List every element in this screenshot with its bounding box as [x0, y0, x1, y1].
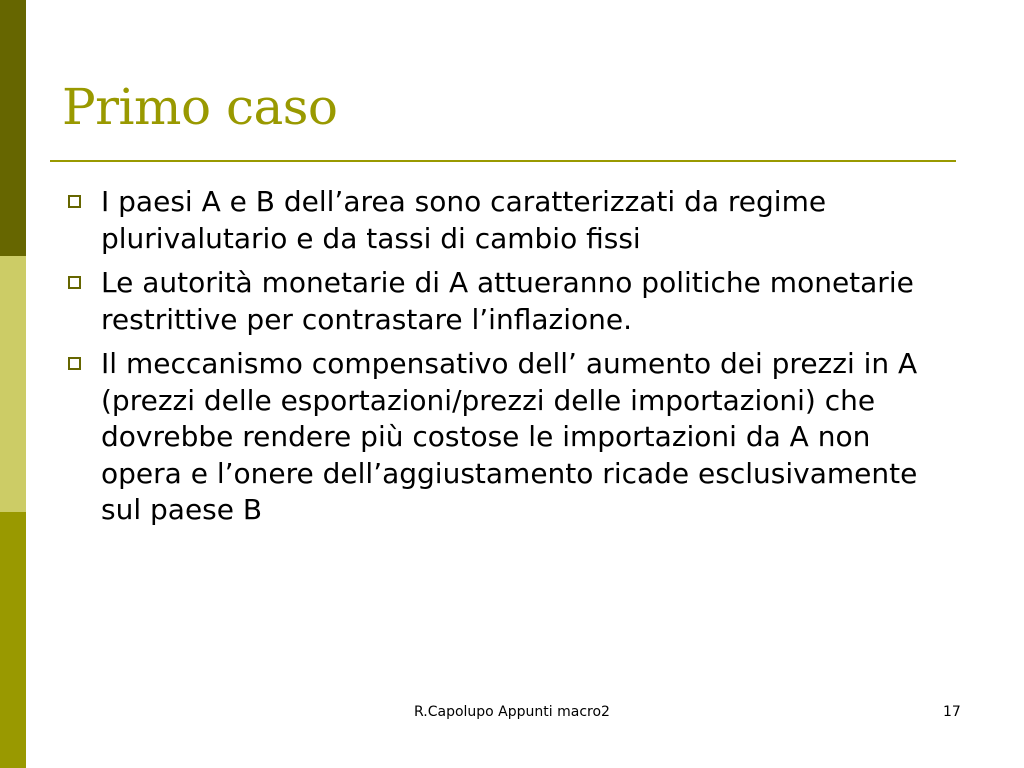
bullet-text: I paesi A e B dell’area sono caratterizzati da regime plurivalutario e da tassi di cambio fissi	[101, 185, 827, 255]
hollow-square-bullet-icon	[68, 276, 81, 289]
page-number: 17	[943, 704, 961, 720]
bullet-text: Le autorità monetarie di A attueranno politiche monetarie restrittive per contrastare l’inflazione.	[101, 266, 914, 336]
title-divider	[50, 160, 956, 162]
hollow-square-bullet-icon	[68, 357, 81, 370]
slide-footer: R.Capolupo Appunti macro2	[414, 704, 610, 720]
side-bar-light-segment	[0, 256, 26, 512]
side-bar-dark-segment	[0, 0, 26, 256]
side-bar-mid-segment	[0, 512, 26, 768]
bullet-item	[62, 265, 952, 338]
hollow-square-bullet-icon	[68, 195, 81, 208]
bullet-item	[62, 346, 952, 529]
slide-title: Primo caso	[62, 78, 338, 136]
side-decor-bar	[0, 0, 26, 768]
bullet-list	[62, 184, 952, 537]
bullet-text: Il meccanismo compensativo dell’ aumento dei prezzi in A (prezzi delle esportazioni/prezzi delle importazioni) che dovrebbe rendere più costose le importazioni da A non opera e l’onere dell’aggiustamento ricade esclusivamente sul paese B	[101, 347, 918, 526]
bullet-item	[62, 184, 952, 257]
